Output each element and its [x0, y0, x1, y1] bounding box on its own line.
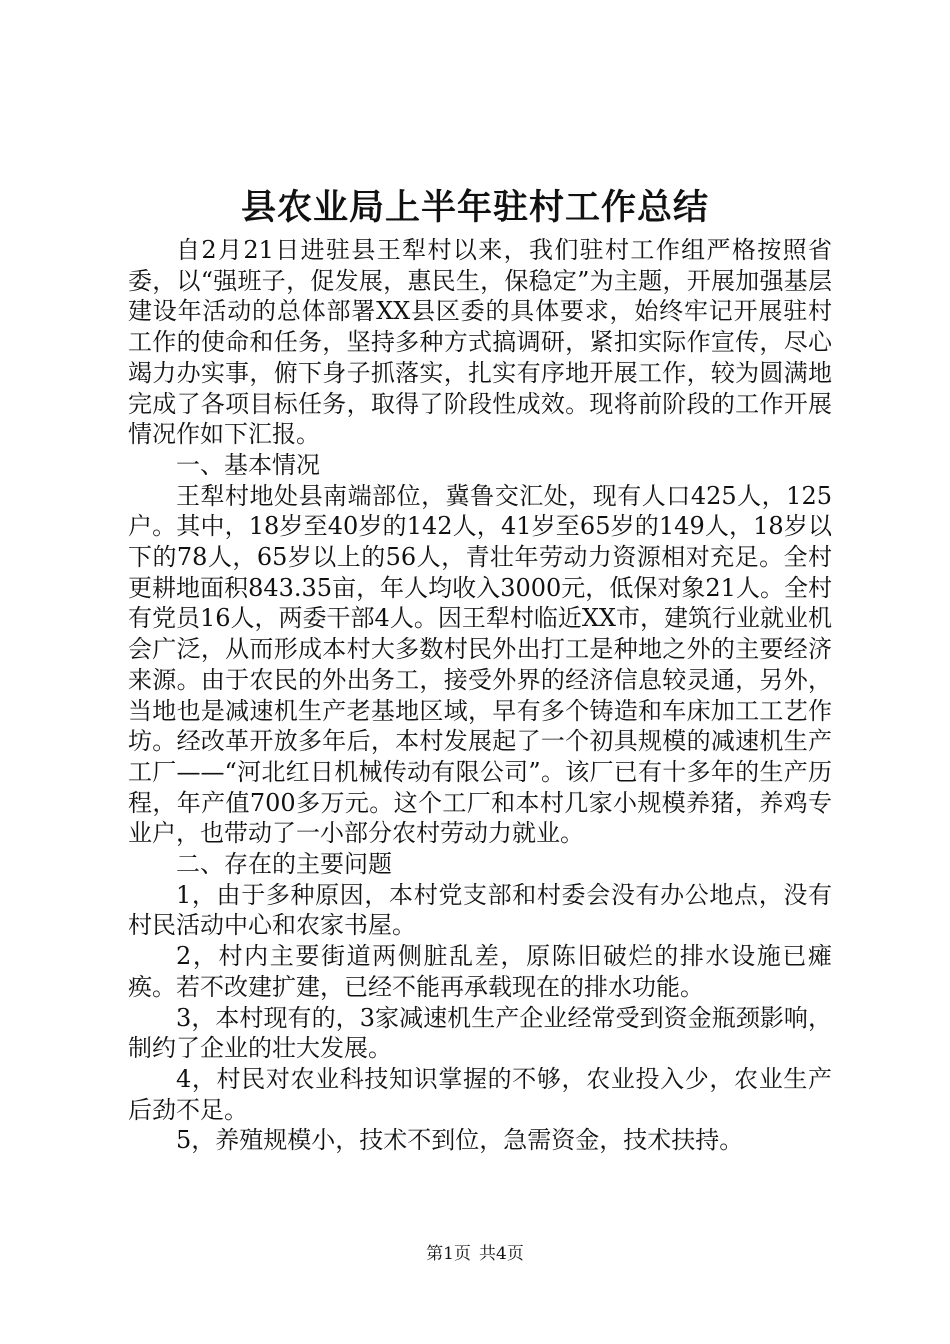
problem-item-4: 4，村民对农业科技知识掌握的不够，农业投入少，农业生产后劲不足。 — [128, 1064, 832, 1124]
basic-info-paragraph: 王犁村地处县南端部位，冀鲁交汇处，现有人口425人，125户。其中，18岁至40岁的142人，41岁至65岁的149人，18岁以下的78人，65岁以上的56人，青壮年劳动力资源相对充足。全村更耕地面积843.35亩，年人均收入3000元，低保对象21人。全村有党员16人，两委干部4人。因王犁村临近XX市，建筑行业就业机会广泛，从而形成本村大多数村民外出打工是种地之外的主要经济来源。由于农民的外出务工，接受外界的经济信息较灵通，另外，当地也是减速机生产老基地区域，早有多个铸造和车床加工工艺作坊。经改革开放多年后，本村发展起了一个初具规模的减速机生产工厂——“河北红日机械传动有限公司”。该厂已有十多年的生产历程，年产值700多万元。这个工厂和本村几家小规模养猪，养鸡专业户，也带动了一小部分农村劳动力就业。 — [128, 481, 832, 848]
page-footer — [0, 1242, 950, 1266]
page-number-current: 第1页 — [426, 1244, 471, 1264]
section-heading-basic-info: 一、基本情况 — [176, 450, 320, 479]
section-heading-problems: 二、存在的主要问题 — [176, 850, 392, 879]
intro-paragraph: 自2月21日进驻县王犁村以来，我们驻村工作组严格按照省委，以“强班子，促发展，惠民生，保稳定”为主题，开展加强基层建设年活动的总体部署XX县区委的具体要求，始终牢记开展驻村工作的使命和任务，坚持多种方式搞调研，紧扣实际作宣传，尽心竭力办实事，俯下身子抓落实，扎实有序地开展工作，较为圆满地完成了各项目标任务，取得了阶段性成效。现将前阶段的工作开展情况作如下汇报。 — [128, 236, 832, 449]
problem-item-1: 1，由于多种原因，本村党支部和村委会没有办公地点，没有村民活动中心和农家书屋。 — [128, 880, 832, 940]
problem-item-5: 5，养殖规模小，技术不到位，急需资金，技术扶持。 — [176, 1126, 744, 1155]
problem-item-2: 2，村内主要街道两侧脏乱差，原陈旧破烂的排水设施已瘫痪。若不改建扩建，已经不能再承载现在的排水功能。 — [128, 942, 832, 1001]
problem-item-3: 3，本村现有的，3家减速机生产企业经常受到资金瓶颈影响，制约了企业的壮大发展。 — [128, 1003, 832, 1063]
document-body — [128, 235, 832, 1156]
document-title: 县农业局上半年驻村工作总结 — [240, 187, 709, 228]
page-number-total: 共4页 — [479, 1244, 524, 1264]
